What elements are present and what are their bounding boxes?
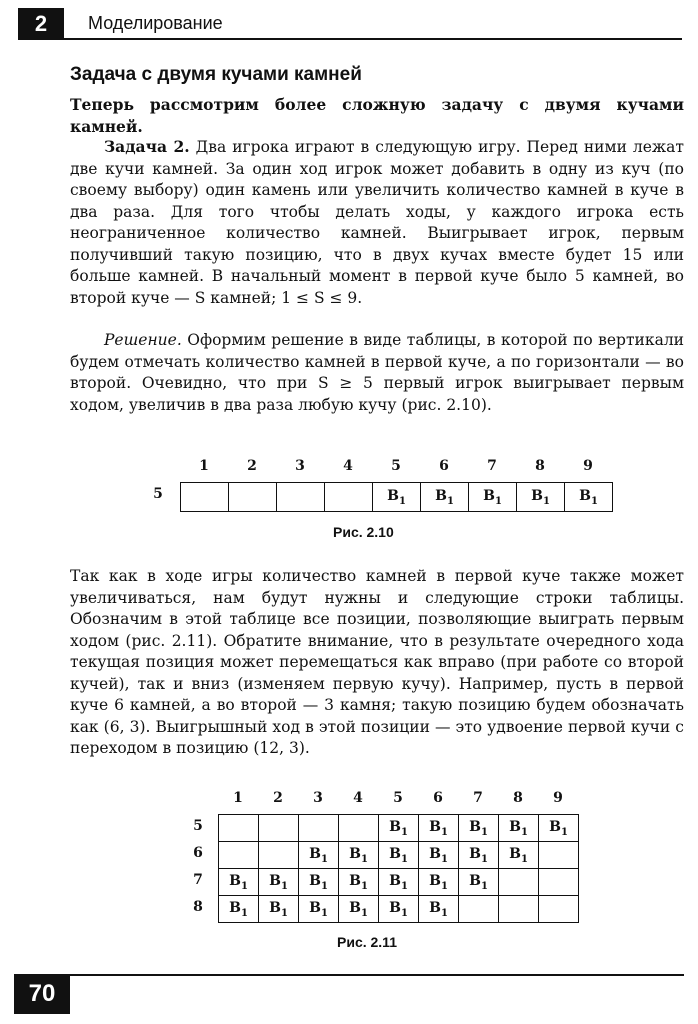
table-cell: $B_1$ (459, 869, 499, 896)
page-header (18, 8, 682, 40)
column-header: 2 (247, 458, 257, 474)
row-header: 8 (193, 899, 203, 915)
table-cell: $B_1$ (419, 896, 459, 923)
column-header: 3 (313, 790, 323, 806)
table-cell: $B_1$ (379, 815, 419, 842)
table-cell (539, 869, 579, 896)
body-paragraph-2: Так как в ходе игры количество камней в первой куче также может увеличиваться, нам будут нужны и следующие строки таблицы. Обозначим в этой таблице все позиции, позволяющие выиграть первым ходом (рис. 2.11). Обратите внимание, что в результате очередного хода текущая позиция может перемещаться как вправо (при работе со второй кучей), так и вниз (изменяем первую кучу). Например, пусть в первой куче 6 камней, а во второй — 3 камня; такую позицию будем обозначать как (6, 3). Выигрышный ход в этой позиции — это удвоение первой кучи с переходом в позицию (12, 3). (70, 567, 684, 757)
intro-paragraph: Теперь рассмотрим более сложную задачу с двумя кучами камней. (70, 95, 684, 136)
column-header: 9 (553, 790, 563, 806)
table-cell (459, 896, 499, 923)
chapter-number: 2 (18, 8, 64, 40)
column-header: 1 (199, 458, 209, 474)
column-header: 4 (343, 458, 353, 474)
table-row (219, 869, 579, 896)
table-cell: $B_1$ (517, 483, 565, 512)
column-header: 3 (295, 458, 305, 474)
table-cell (339, 815, 379, 842)
figure-2-10-caption: Рис. 2.10 (333, 524, 394, 540)
column-header: 8 (513, 790, 523, 806)
table-cell: $B_1$ (259, 896, 299, 923)
table-cell: $B_1$ (339, 896, 379, 923)
task-paragraph (70, 136, 684, 309)
table-cell: $B_1$ (379, 896, 419, 923)
column-header: 9 (583, 458, 593, 474)
table-cell: $B_1$ (259, 869, 299, 896)
position-table (218, 814, 579, 923)
table-row (219, 815, 579, 842)
table-row (219, 896, 579, 923)
table-cell: $B_1$ (339, 869, 379, 896)
column-header: 7 (473, 790, 483, 806)
table-cell: $B_1$ (419, 842, 459, 869)
table-cell: $B_1$ (379, 869, 419, 896)
table-cell (325, 483, 373, 512)
solution-text: Оформим решение в виде таблицы, в которой по вертикали будем отмечать количество камней в первой куче, а по горизонтали — во второй. Очевидно, что при S ≥ 5 первый игрок выигрывает первым ходом, увеличив в два раза любую кучу (рис. 2.10). (70, 331, 684, 414)
table-cell: $B_1$ (419, 815, 459, 842)
row-header: 5 (193, 818, 203, 834)
table-cell (499, 869, 539, 896)
table-row (181, 483, 613, 512)
figure-2-11-caption: Рис. 2.11 (337, 934, 397, 950)
table-cell: $B_1$ (459, 815, 499, 842)
table-cell: $B_1$ (299, 896, 339, 923)
table-cell: $B_1$ (459, 842, 499, 869)
solution-label: Решение. (104, 331, 182, 349)
table-cell (277, 483, 325, 512)
table-cell: $B_1$ (539, 815, 579, 842)
table-cell (219, 842, 259, 869)
table-cell: $B_1$ (499, 815, 539, 842)
table-cell: $B_1$ (379, 842, 419, 869)
table-cell (181, 483, 229, 512)
solution-paragraph (70, 330, 684, 416)
table-cell: $B_1$ (299, 842, 339, 869)
table-cell: $B_1$ (469, 483, 517, 512)
table-cell: $B_1$ (299, 869, 339, 896)
chapter-title: Моделирование (88, 13, 223, 33)
row-header: 5 (153, 486, 163, 502)
column-header: 2 (273, 790, 283, 806)
row-header: 7 (193, 872, 203, 888)
column-header: 4 (353, 790, 363, 806)
table-cell (539, 896, 579, 923)
column-header: 6 (433, 790, 443, 806)
column-header: 1 (233, 790, 243, 806)
column-header: 6 (439, 458, 449, 474)
table-cell: $B_1$ (499, 842, 539, 869)
column-header: 5 (391, 458, 401, 474)
table-cell (299, 815, 339, 842)
table-cell (259, 815, 299, 842)
table-cell: $B_1$ (219, 869, 259, 896)
position-table (180, 482, 613, 512)
table-row (219, 842, 579, 869)
section-heading: Задача с двумя кучами камней (70, 64, 362, 85)
table-cell: $B_1$ (419, 869, 459, 896)
column-header: 8 (535, 458, 545, 474)
table-cell: $B_1$ (219, 896, 259, 923)
table-cell: $B_1$ (565, 483, 613, 512)
header-rule (64, 38, 682, 40)
table-cell (259, 842, 299, 869)
task-label: Задача 2. (104, 137, 190, 156)
column-header: 5 (393, 790, 403, 806)
table-cell: $B_1$ (339, 842, 379, 869)
footer-rule (70, 974, 684, 976)
table-cell: $B_1$ (373, 483, 421, 512)
task-text: Два игрока играют в следующую игру. Перед ними лежат две кучи камней. За один ход игрок может добавить в одну из куч (по своему выбору) один камень или увеличить количество камней в куче в два раза. Для того чтобы делать ходы, у каждого игрока есть неограниченное количество камней. Выигрывает игрок, первым получивший такую позицию, что в двух кучах вместе будет 15 или больше камней. В начальный момент в первой куче было 5 камней, во второй куче — S камней; 1 ≤ S ≤ 9. (70, 138, 684, 307)
table-cell: $B_1$ (421, 483, 469, 512)
table-cell (499, 896, 539, 923)
table-cell (229, 483, 277, 512)
row-header: 6 (193, 845, 203, 861)
page-number: 70 (14, 974, 70, 1014)
column-header: 7 (487, 458, 497, 474)
table-cell (219, 815, 259, 842)
table-cell (539, 842, 579, 869)
